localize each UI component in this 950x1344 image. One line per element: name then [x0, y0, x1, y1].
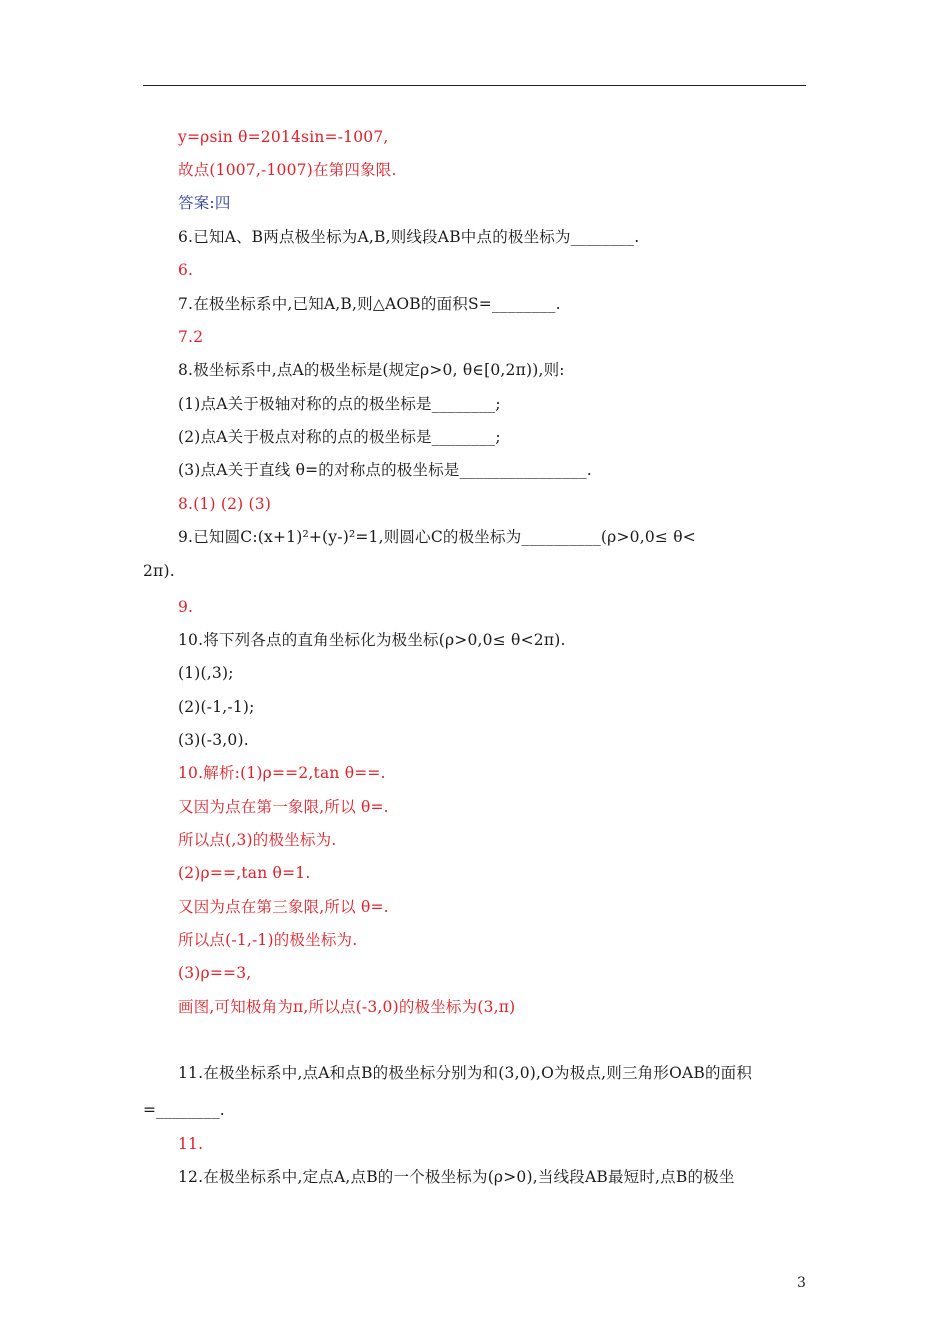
l12: [178, 526, 696, 548]
line-text: 11.: [178, 1135, 204, 1153]
line-text: 11.在极坐标系中,点A和点B的极坐标分别为和(3,0),O为极点,则三角形OAB的面积: [178, 1064, 753, 1082]
l10: [178, 459, 592, 481]
l21: [178, 829, 336, 851]
l6: [178, 326, 203, 348]
line-text: 解析:(1)ρ==2,tan θ==.: [203, 764, 386, 782]
l0: [178, 126, 389, 148]
l9: [178, 426, 501, 448]
l22: [178, 862, 310, 884]
line-text: 8.极坐标系中,点A的极坐标是(规定ρ>0, θ∈[0,2π)),则:: [178, 361, 565, 379]
l16: [178, 662, 234, 684]
l2: [178, 192, 231, 214]
line-text: (3)ρ==3,: [178, 964, 252, 982]
line-text: 8.(1) (2) (3): [178, 495, 272, 513]
l28: [143, 1099, 225, 1121]
line-text: 6.已知A、B两点极坐标为A,B,则线段AB中点的极坐标为________.: [178, 228, 640, 246]
l1: [178, 159, 397, 181]
line-text: (2)ρ==,tan θ=1.: [178, 864, 311, 882]
line-prefix: 10.: [178, 764, 204, 782]
line-text: y=ρsin θ=2014sin=-1007,: [178, 128, 389, 146]
l7: [178, 359, 565, 381]
l29: [178, 1133, 203, 1155]
l23: [178, 896, 389, 918]
line-text: 又因为点在第三象限,所以 θ=.: [178, 898, 389, 916]
l17: [178, 696, 255, 718]
line-text: 画图,可知极角为π,所以点(-3,0)的极坐标为(3,π): [178, 998, 516, 1016]
line-text: (3)(-3,0).: [178, 731, 249, 749]
line-text: 12.在极坐标系中,定点A,点B的一个极坐标为(ρ>0),当线段AB最短时,点B的极坐: [178, 1168, 735, 1186]
l11: [178, 493, 271, 515]
l4: [178, 259, 193, 281]
l19: [178, 762, 386, 784]
line-text: (2)(-1,-1);: [178, 698, 255, 716]
l14: [178, 596, 193, 618]
page-number: 3: [797, 1275, 806, 1291]
line-text: 6.: [178, 261, 194, 279]
line-text: 10.将下列各点的直角坐标化为极坐标(ρ>0,0≤ θ<2π).: [178, 631, 566, 649]
l3: [178, 226, 639, 248]
line-text: 所以点(,3)的极坐标为.: [178, 831, 337, 849]
line-text: (1)点A关于极轴对称的点的极坐标是________;: [178, 395, 501, 413]
l24: [178, 929, 357, 951]
line-text: 9.已知圆C:(x+1)²+(y-)²=1,则圆心C的极坐标为__________(ρ>0,0≤ θ<: [178, 528, 696, 546]
l25: [178, 962, 251, 984]
l27: [178, 1062, 752, 1084]
l30: [178, 1166, 735, 1188]
line-text: (3)点A关于直线 θ=的对称点的极坐标是________________.: [178, 461, 592, 479]
l5: [178, 293, 561, 315]
l8: [178, 393, 501, 415]
line-text: 2π).: [143, 562, 175, 580]
line-text: (1)(,3);: [178, 664, 234, 682]
line-text: 故点(1007,-1007)在第四象限.: [178, 161, 397, 179]
header-rule: [143, 85, 806, 86]
l26: [178, 996, 515, 1018]
line-text: (2)点A关于极点对称的点的极坐标是________;: [178, 428, 501, 446]
l20: [178, 796, 389, 818]
l15: [178, 629, 566, 651]
line-text: 答案:四: [178, 194, 231, 212]
line-text: 9.: [178, 598, 194, 616]
l13: [143, 560, 175, 582]
line-text: 7.2: [178, 328, 204, 346]
line-text: 7.在极坐标系中,已知A,B,则△AOB的面积S=________.: [178, 295, 561, 313]
line-text: 又因为点在第一象限,所以 θ=.: [178, 798, 389, 816]
line-text: =________.: [143, 1101, 225, 1119]
line-text: 所以点(-1,-1)的极坐标为.: [178, 931, 358, 949]
l18: [178, 729, 249, 751]
